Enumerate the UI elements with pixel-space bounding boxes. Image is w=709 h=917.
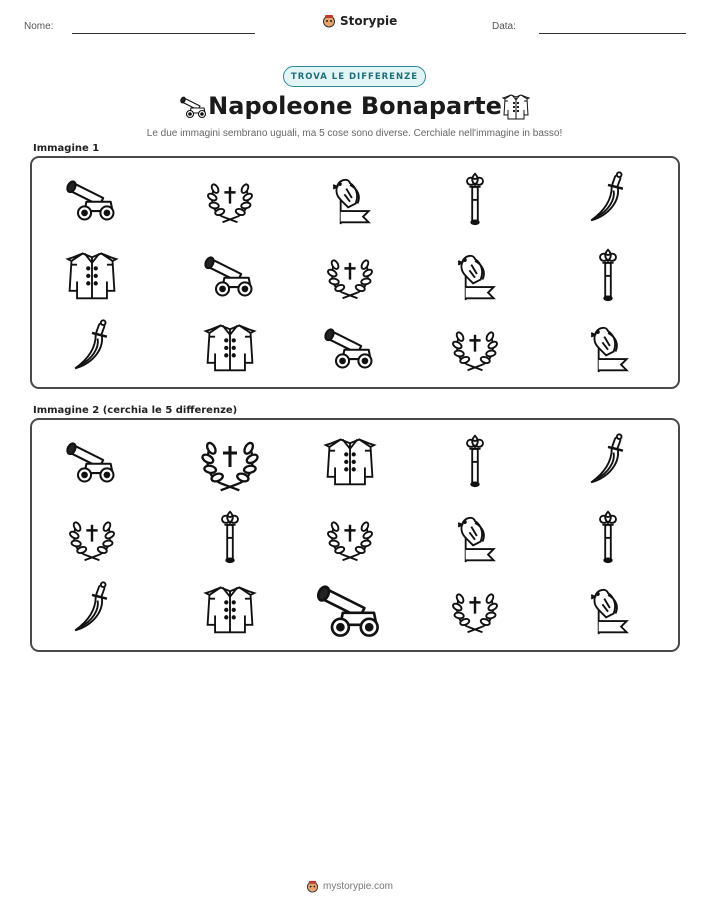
image-1-panel xyxy=(30,156,680,389)
laurel-wreath-icon xyxy=(322,246,378,302)
uniform-jacket-icon xyxy=(64,246,120,302)
scepter-icon[interactable] xyxy=(447,432,503,488)
laurel-wreath-icon xyxy=(447,318,503,374)
cannon-icon[interactable] xyxy=(314,572,386,644)
brand-name: Storypie xyxy=(340,14,398,28)
scepter-icon xyxy=(580,246,636,302)
panel-1-label: Immagine 1 xyxy=(33,143,100,154)
page-title: Napoleone Bonaparte xyxy=(208,92,502,120)
eagle-icon xyxy=(580,318,636,374)
sabre-icon[interactable] xyxy=(580,432,636,488)
scepter-icon[interactable] xyxy=(202,508,258,564)
storypie-mascot-icon xyxy=(322,14,336,28)
name-field[interactable] xyxy=(72,33,255,34)
storypie-mascot-icon xyxy=(306,880,319,893)
laurel-wreath-icon[interactable] xyxy=(195,425,265,495)
eagle-icon[interactable] xyxy=(447,508,503,564)
scepter-icon xyxy=(447,170,503,226)
eagle-icon[interactable] xyxy=(580,580,636,636)
panel-2-label: Immagine 2 (cerchia le 5 differenze) xyxy=(33,405,238,416)
laurel-wreath-icon xyxy=(202,170,258,226)
date-field[interactable] xyxy=(539,33,686,34)
cannon-icon xyxy=(202,246,258,302)
image-2-panel[interactable] xyxy=(30,418,680,652)
eagle-icon xyxy=(447,246,503,302)
sabre-icon xyxy=(64,318,120,374)
brand-logo xyxy=(322,14,397,28)
sabre-icon xyxy=(580,170,636,226)
cannon-icon xyxy=(64,170,120,226)
laurel-wreath-icon[interactable] xyxy=(447,580,503,636)
date-label: Data: xyxy=(492,21,516,32)
uniform-jacket-icon xyxy=(500,91,532,121)
activity-badge: TROVA LE DIFFERENZE xyxy=(283,66,426,87)
uniform-jacket-icon xyxy=(202,318,258,374)
footer-url: mystorypie.com xyxy=(323,881,394,892)
cannon-icon xyxy=(322,318,378,374)
sabre-icon[interactable] xyxy=(64,580,120,636)
uniform-jacket-icon[interactable] xyxy=(322,432,378,488)
laurel-wreath-icon[interactable] xyxy=(322,508,378,564)
eagle-icon xyxy=(322,170,378,226)
cannon-icon[interactable] xyxy=(64,432,120,488)
name-label: Nome: xyxy=(24,21,54,32)
instructions: Le due immagini sembrano uguali, ma 5 cose sono diverse. Cerchiale nell'immagine in basso! xyxy=(146,128,563,139)
uniform-jacket-icon[interactable] xyxy=(202,580,258,636)
scepter-icon[interactable] xyxy=(580,508,636,564)
laurel-wreath-icon[interactable] xyxy=(64,508,120,564)
footer xyxy=(306,880,393,893)
